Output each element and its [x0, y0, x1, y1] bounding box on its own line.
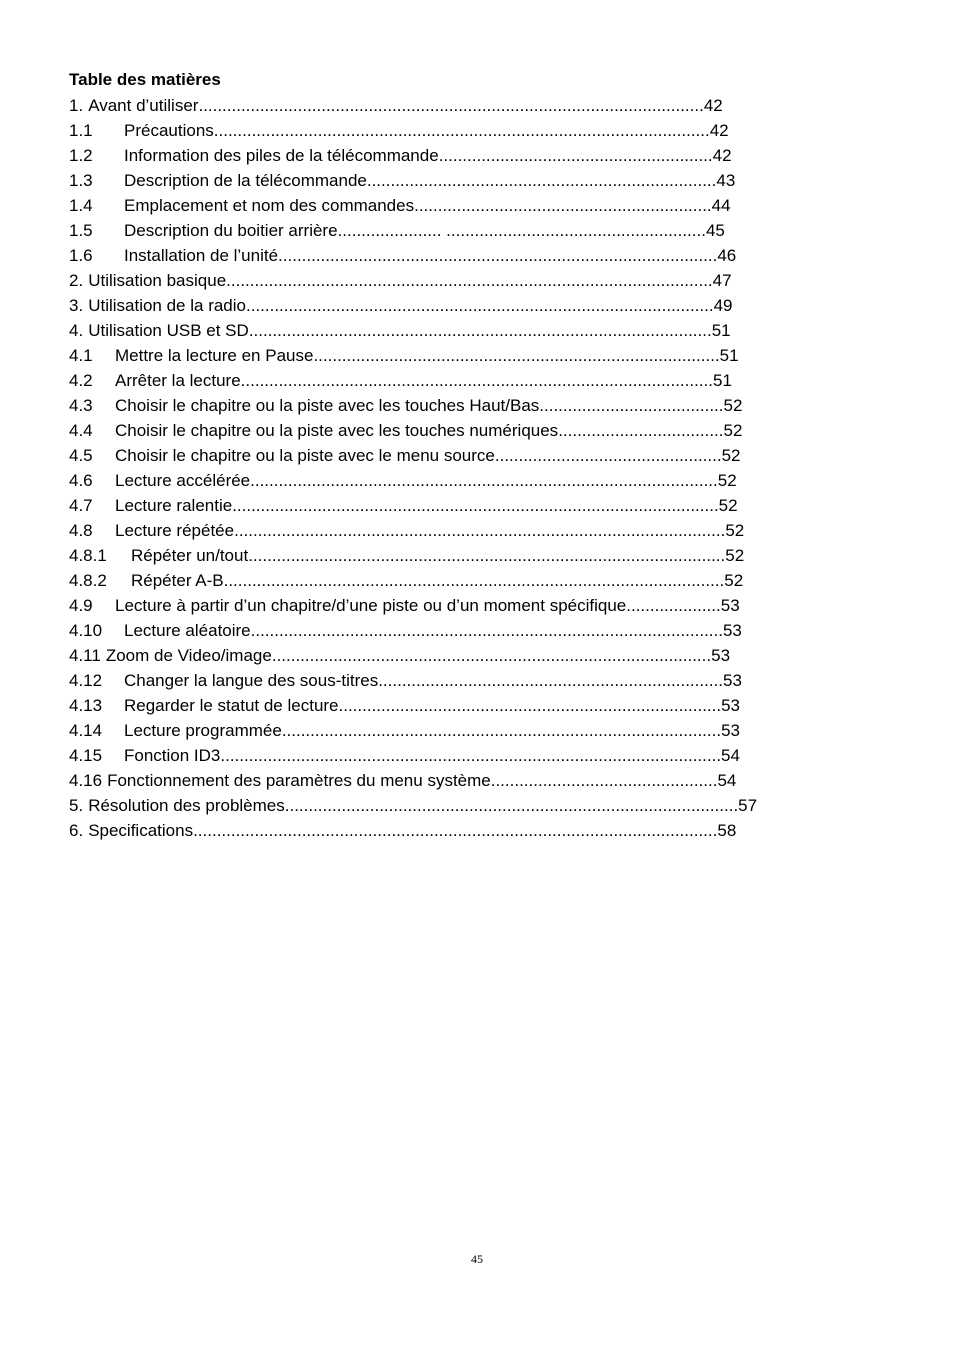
toc-entry-page: 54 [717, 771, 737, 790]
toc-entry[interactable] [69, 518, 744, 543]
toc-entry-page: 53 [721, 721, 740, 740]
toc-entry[interactable] [69, 568, 743, 593]
toc-entry-leader: ................................... [558, 421, 724, 440]
toc-entry-leader: ................................................ [494, 446, 722, 465]
toc-entry-leader: ..................................................................................................... [248, 546, 726, 565]
toc-entry-number: 4.9 [69, 596, 93, 615]
toc-entry-number: 4. [69, 321, 84, 340]
toc-entry-number: 1.6 [69, 246, 93, 265]
toc-entry[interactable] [69, 218, 725, 243]
toc-entry-number: 4.16 [69, 771, 103, 790]
toc-entry-leader: ................................................ [490, 771, 718, 790]
toc-entry-title: Zoom de Video/image [105, 646, 272, 665]
toc-entry-leader: .................................................................................................. [248, 321, 712, 340]
toc-entry[interactable] [69, 118, 729, 143]
toc-entry-number: 4.11 [69, 646, 101, 665]
toc-entry-number: 4.7 [69, 496, 93, 515]
toc-entry-page: 51 [711, 321, 731, 340]
toc-entry-title: Installation de l’unité [124, 246, 279, 265]
toc-entry-number: 2. [69, 271, 84, 290]
toc-entry-page: 53 [723, 671, 742, 690]
toc-entry[interactable] [69, 318, 731, 343]
toc-entry-leader: ............................................................................................. [278, 246, 718, 265]
toc-entry-leader: ............................................................... [414, 196, 712, 215]
toc-entry-title: Choisir le chapitre ou la piste avec les touches numériques [115, 421, 559, 440]
toc-entry-leader: .................................................................................................... [240, 371, 713, 390]
toc-entry-leader: ....................................................................................................... [226, 271, 713, 290]
toc-entry-title: Arrêter la lecture [115, 371, 241, 390]
toc-entry-title: Utilisation de la radio [88, 296, 246, 315]
toc-entry-title: Lecture ralentie [115, 496, 233, 515]
toc-entry-leader: .......................................................... [438, 146, 713, 165]
toc-entry[interactable] [69, 293, 733, 318]
toc-entry-number: 4.15 [69, 746, 103, 765]
toc-entry-leader: ...................... ....................................................... [337, 221, 706, 240]
toc-entry-title: Utilisation USB et SD [88, 321, 249, 340]
toc-entry-page: 53 [711, 646, 731, 665]
toc-entry-number: 4.12 [69, 671, 103, 690]
toc-entry-title: Information des piles de la télécommande [124, 146, 439, 165]
toc-entry-number: 4.1 [69, 346, 93, 365]
toc-entry-number: 1.5 [69, 221, 93, 240]
toc-entry-title: Lecture programmée [124, 721, 282, 740]
toc-entry-page: 45 [705, 221, 725, 240]
toc-entry[interactable] [69, 243, 736, 268]
toc-entry-leader: ................................................................................................... [246, 296, 714, 315]
toc-entry-title: Avant d’utiliser [88, 96, 199, 115]
toc-entry-number: 4.13 [69, 696, 103, 715]
toc-entry-leader: ................................................................................................... [250, 471, 718, 490]
toc-entry-number: 4.8.1 [69, 546, 107, 565]
toc-entry[interactable] [69, 143, 732, 168]
toc-entry[interactable] [69, 93, 723, 118]
toc-entry-page: 54 [721, 746, 740, 765]
toc-entry-title: Emplacement et nom des commandes [124, 196, 415, 215]
toc-entry-number: 1. [69, 96, 84, 115]
toc-entry-number: 1.1 [69, 121, 93, 140]
toc-entry-leader: ......................................................................... [378, 671, 723, 690]
toc-entry-page: 44 [711, 196, 731, 215]
toc-entry[interactable] [69, 718, 740, 743]
toc-entry-page: 52 [717, 471, 737, 490]
toc-entry-page: 58 [717, 821, 737, 840]
toc-entry-title: Répéter A-B [131, 571, 224, 590]
toc-entry-title: Specifications [88, 821, 194, 840]
toc-entry-title: Description de la télécommande [124, 171, 367, 190]
toc-entry-title: Lecture à partir d’un chapitre/d’une piste ou d’un moment spécifique [115, 596, 627, 615]
toc-entry-leader: .................... [626, 596, 721, 615]
toc-entry-title: Choisir le chapitre ou la piste avec les touches Haut/Bas [115, 396, 540, 415]
toc-entry-leader: ....................................... [539, 396, 724, 415]
toc-entry[interactable] [69, 168, 735, 193]
toc-entry[interactable] [69, 443, 741, 468]
toc-entry-page: 53 [721, 696, 741, 715]
toc-entry-number: 5. [69, 796, 84, 815]
page-number: 45 [471, 1252, 483, 1266]
toc-entry[interactable] [69, 593, 740, 618]
toc-entry-leader: ...................................................................................... [313, 346, 720, 365]
toc-entry[interactable] [69, 743, 740, 768]
toc-entry[interactable] [69, 418, 742, 443]
toc-entry[interactable] [69, 543, 744, 568]
toc-entry[interactable] [69, 693, 740, 718]
toc-entry-number: 3. [69, 296, 84, 315]
toc-entry-page: 51 [713, 371, 732, 390]
toc-entry-number: 4.3 [69, 396, 93, 415]
toc-entry[interactable] [69, 393, 742, 418]
toc-entry-title: Fonction ID3 [124, 746, 221, 765]
toc-entry[interactable] [69, 193, 731, 218]
toc-entry-title: Répéter un/tout [131, 546, 249, 565]
toc-entry[interactable] [69, 818, 736, 843]
toc-entry-title: Choisir le chapitre ou la piste avec le menu source [115, 446, 495, 465]
toc-entry-number: 1.3 [69, 171, 93, 190]
toc-entry-leader: .......................................................................... [366, 171, 717, 190]
toc-entry-page: 53 [722, 621, 742, 640]
toc-entry-leader: ................................................................................................ [284, 796, 739, 815]
toc-entry-number: 4.6 [69, 471, 93, 490]
toc-entry-number: 4.2 [69, 371, 93, 390]
toc-entry-page: 51 [719, 346, 739, 365]
toc-entry-title: Lecture aléatoire [124, 621, 251, 640]
toc-entry-page: 46 [717, 246, 737, 265]
toc-entry-page: 42 [709, 121, 729, 140]
toc-entry-page: 42 [712, 146, 732, 165]
toc-entry[interactable] [69, 643, 730, 668]
toc-entry-title: Utilisation basique [88, 271, 227, 290]
toc-entry-number: 1.4 [69, 196, 93, 215]
toc-entry-page: 52 [723, 421, 743, 440]
toc-entry-leader: ......................................................................................................... [213, 121, 710, 140]
toc-entry-leader: ............................................................................................................... [193, 821, 718, 840]
toc-entry-number: 4.8.2 [69, 571, 107, 590]
toc-entry-page: 52 [723, 396, 743, 415]
toc-entry-page: 43 [716, 171, 736, 190]
toc-entry-title: Regarder le statut de lecture [124, 696, 339, 715]
toc-entry-page: 53 [720, 596, 740, 615]
toc-entry-page: 52 [725, 546, 745, 565]
toc-entry-title: Lecture accélérée [115, 471, 251, 490]
toc-entry-page: 47 [712, 271, 732, 290]
toc-entry-leader: ................................................................................. [338, 696, 722, 715]
toc-entry[interactable] [69, 468, 737, 493]
toc-entry-page: 49 [713, 296, 733, 315]
toc-entry-page: 52 [725, 521, 745, 540]
toc-entry-title: Description du boitier arrière [124, 221, 338, 240]
toc-entry-page: 57 [738, 796, 758, 815]
toc-entry-title: Lecture répétée [115, 521, 235, 540]
toc-entry-title: Fonctionnement des paramètres du menu système [107, 771, 491, 790]
toc-entry[interactable] [69, 493, 738, 518]
toc-entry-title: Résolution des problèmes [88, 796, 285, 815]
toc-entry-number: 4.10 [69, 621, 103, 640]
toc-entry-leader: ............................................................................................. [281, 721, 722, 740]
toc-entry-page: 42 [703, 96, 723, 115]
toc-entry-leader: .......................................................................................................... [223, 571, 725, 590]
toc-entry[interactable] [69, 268, 732, 293]
toc-entry-title: Changer la langue des sous-titres [124, 671, 379, 690]
toc-entry[interactable] [69, 368, 732, 393]
toc-entry-number: 4.8 [69, 521, 93, 540]
toc-entry-leader: ........................................................................................................... [198, 96, 704, 115]
toc-heading: Table des matières [69, 70, 221, 89]
toc-entry-leader: .................................................................................................... [250, 621, 723, 640]
toc-entry-number: 4.14 [69, 721, 103, 740]
toc-entry-leader: ........................................................................................................ [234, 521, 726, 540]
toc-entry-leader: ............................................................................................. [271, 646, 712, 665]
toc-entry-title: Mettre la lecture en Pause [115, 346, 314, 365]
toc-entry-page: 52 [721, 446, 741, 465]
toc-entry[interactable] [69, 668, 742, 693]
toc-entry-number: 4.4 [69, 421, 93, 440]
toc-entry-number: 1.2 [69, 146, 93, 165]
toc-entry-page: 52 [724, 571, 744, 590]
toc-entry[interactable] [69, 768, 736, 793]
toc-entry-page: 52 [718, 496, 738, 515]
toc-entry-number: 6. [69, 821, 84, 840]
toc-entry-title: Précautions [124, 121, 214, 140]
toc-entry-leader: ....................................................................................................... [232, 496, 719, 515]
toc-entry-number: 4.5 [69, 446, 93, 465]
toc-entry-leader: .......................................................................................................... [220, 746, 722, 765]
toc-entry[interactable] [69, 793, 757, 818]
toc-entry[interactable] [69, 618, 742, 643]
toc-entry[interactable] [69, 343, 739, 368]
